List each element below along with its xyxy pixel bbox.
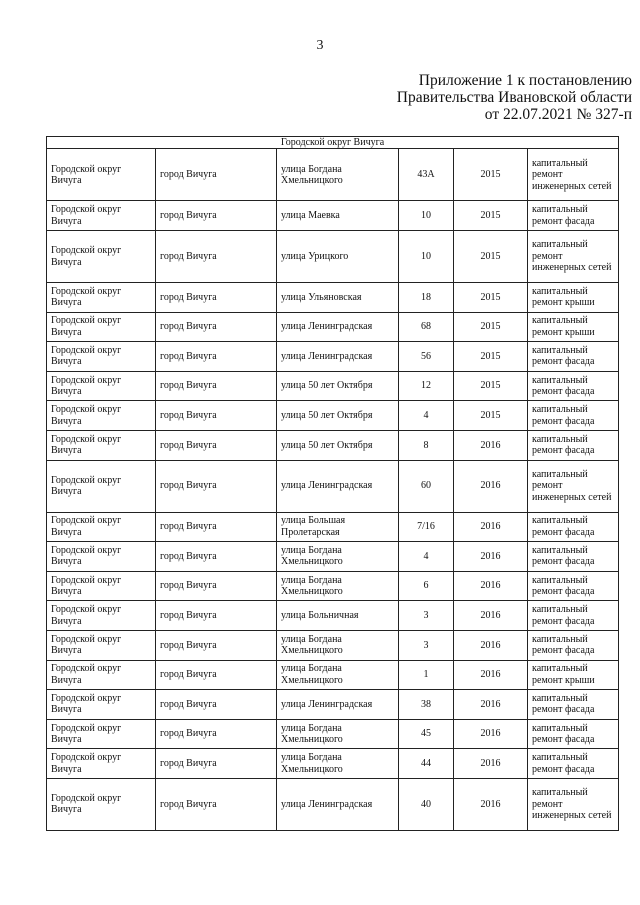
street-cell: улица Ленинградская — [277, 460, 399, 512]
street-cell: улица Богдана Хмельницкого — [277, 149, 399, 201]
district-cell: Городской округ Вичуга — [47, 401, 156, 431]
table-row — [47, 630, 619, 660]
district-cell: Городской округ Вичуга — [47, 201, 156, 231]
year-cell: 2016 — [454, 542, 528, 572]
city-cell: город Вичуга — [156, 342, 277, 372]
house-cell: 6 — [399, 571, 454, 601]
year-cell: 2015 — [454, 231, 528, 283]
city-cell: город Вичуга — [156, 460, 277, 512]
year-cell: 2015 — [454, 283, 528, 313]
table-row — [47, 430, 619, 460]
house-cell: 40 — [399, 778, 454, 830]
district-cell: Городской округ Вичуга — [47, 430, 156, 460]
house-cell: 68 — [399, 312, 454, 342]
city-cell: город Вичуга — [156, 571, 277, 601]
house-cell: 3 — [399, 630, 454, 660]
street-cell: улица Маевка — [277, 201, 399, 231]
district-cell: Городской округ Вичуга — [47, 342, 156, 372]
house-cell: 44 — [399, 749, 454, 779]
table-row — [47, 542, 619, 572]
repair-type-cell: капитальный ремонт фасада — [528, 690, 619, 720]
repair-type-cell: капитальный ремонт инженерных сетей — [528, 778, 619, 830]
street-cell: улица Богдана Хмельницкого — [277, 749, 399, 779]
city-cell: город Вичуга — [156, 690, 277, 720]
house-cell: 45 — [399, 719, 454, 749]
year-cell: 2016 — [454, 778, 528, 830]
year-cell: 2016 — [454, 719, 528, 749]
district-cell: Городской округ Вичуга — [47, 460, 156, 512]
city-cell: город Вичуга — [156, 430, 277, 460]
city-cell: город Вичуга — [156, 312, 277, 342]
repair-type-cell: капитальный ремонт фасада — [528, 542, 619, 572]
year-cell: 2016 — [454, 460, 528, 512]
street-cell: улица Ленинградская — [277, 312, 399, 342]
repair-type-cell: капитальный ремонт фасада — [528, 401, 619, 431]
year-cell: 2015 — [454, 342, 528, 372]
repair-type-cell: капитальный ремонт фасада — [528, 430, 619, 460]
repair-type-cell: капитальный ремонт инженерных сетей — [528, 231, 619, 283]
year-cell: 2015 — [454, 312, 528, 342]
house-cell: 56 — [399, 342, 454, 372]
house-cell: 43А — [399, 149, 454, 201]
year-cell: 2015 — [454, 371, 528, 401]
street-cell: улица Ленинградская — [277, 690, 399, 720]
repair-type-cell: капитальный ремонт фасада — [528, 749, 619, 779]
city-cell: город Вичуга — [156, 512, 277, 542]
header-line: Правительства Ивановской области — [396, 89, 632, 106]
house-cell: 4 — [399, 401, 454, 431]
repair-type-cell: капитальный ремонт крыши — [528, 660, 619, 690]
repair-type-cell: капитальный ремонт фасада — [528, 571, 619, 601]
street-cell: улица Богдана Хмельницкого — [277, 571, 399, 601]
year-cell: 2016 — [454, 630, 528, 660]
street-cell: улица Богдана Хмельницкого — [277, 719, 399, 749]
repair-type-cell: капитальный ремонт фасада — [528, 342, 619, 372]
district-cell: Городской округ Вичуга — [47, 719, 156, 749]
year-cell: 2016 — [454, 512, 528, 542]
district-cell: Городской округ Вичуга — [47, 283, 156, 313]
repair-type-cell: капитальный ремонт фасада — [528, 512, 619, 542]
city-cell: город Вичуга — [156, 719, 277, 749]
street-cell: улица Ленинградская — [277, 778, 399, 830]
table-row — [47, 601, 619, 631]
city-cell: город Вичуга — [156, 601, 277, 631]
district-cell: Городской округ Вичуга — [47, 660, 156, 690]
year-cell: 2016 — [454, 660, 528, 690]
appendix-header — [397, 72, 632, 123]
table-row — [47, 778, 619, 830]
district-cell: Городской округ Вичуга — [47, 542, 156, 572]
table-row — [47, 312, 619, 342]
repair-type-cell: капитальный ремонт крыши — [528, 283, 619, 313]
house-cell: 60 — [399, 460, 454, 512]
year-cell: 2016 — [454, 601, 528, 631]
table-row — [47, 342, 619, 372]
repair-type-cell: капитальный ремонт инженерных сетей — [528, 149, 619, 201]
street-cell: улица Богдана Хмельницкого — [277, 630, 399, 660]
city-cell: город Вичуга — [156, 401, 277, 431]
house-cell: 8 — [399, 430, 454, 460]
repair-type-cell: капитальный ремонт фасада — [528, 201, 619, 231]
district-cell: Городской округ Вичуга — [47, 231, 156, 283]
street-cell: улица Больничная — [277, 601, 399, 631]
table-row — [47, 660, 619, 690]
city-cell: город Вичуга — [156, 749, 277, 779]
year-cell: 2016 — [454, 571, 528, 601]
district-cell: Городской округ Вичуга — [47, 749, 156, 779]
district-cell: Городской округ Вичуга — [47, 778, 156, 830]
year-cell: 2015 — [454, 201, 528, 231]
district-cell: Городской округ Вичуга — [47, 601, 156, 631]
repair-type-cell: капитальный ремонт фасада — [528, 371, 619, 401]
year-cell: 2016 — [454, 690, 528, 720]
table-row — [47, 401, 619, 431]
table-row — [47, 231, 619, 283]
city-cell: город Вичуга — [156, 231, 277, 283]
year-cell: 2016 — [454, 749, 528, 779]
table-row — [47, 690, 619, 720]
city-cell: город Вичуга — [156, 283, 277, 313]
house-cell: 10 — [399, 201, 454, 231]
street-cell: улица Большая Пролетарская — [277, 512, 399, 542]
table-row — [47, 201, 619, 231]
city-cell: город Вичуга — [156, 630, 277, 660]
district-cell: Городской округ Вичуга — [47, 312, 156, 342]
table-row — [47, 749, 619, 779]
street-cell: улица Урицкого — [277, 231, 399, 283]
city-cell: город Вичуга — [156, 201, 277, 231]
table-row — [47, 512, 619, 542]
header-line: Приложение 1 к постановлению — [418, 72, 632, 89]
year-cell: 2015 — [454, 149, 528, 201]
table-row — [47, 571, 619, 601]
city-cell: город Вичуга — [156, 542, 277, 572]
table-row — [47, 283, 619, 313]
house-cell: 10 — [399, 231, 454, 283]
house-cell: 38 — [399, 690, 454, 720]
district-cell: Городской округ Вичуга — [47, 690, 156, 720]
table-row — [47, 719, 619, 749]
group-row — [47, 137, 619, 149]
page-number: 3 — [316, 38, 324, 53]
street-cell: улица Богдана Хмельницкого — [277, 542, 399, 572]
street-cell: улица 50 лет Октября — [277, 371, 399, 401]
repair-type-cell: капитальный ремонт инженерных сетей — [528, 460, 619, 512]
street-cell: улица 50 лет Октября — [277, 401, 399, 431]
house-cell: 12 — [399, 371, 454, 401]
street-cell: улица 50 лет Октября — [277, 430, 399, 460]
table-row — [47, 371, 619, 401]
district-cell: Городской округ Вичуга — [47, 630, 156, 660]
district-cell: Городской округ Вичуга — [47, 512, 156, 542]
house-cell: 7/16 — [399, 512, 454, 542]
header-line: от 22.07.2021 № 327-п — [484, 106, 632, 123]
city-cell: город Вичуга — [156, 149, 277, 201]
year-cell: 2016 — [454, 430, 528, 460]
table-row — [47, 149, 619, 201]
repair-type-cell: капитальный ремонт фасада — [528, 630, 619, 660]
house-cell: 4 — [399, 542, 454, 572]
house-cell: 3 — [399, 601, 454, 631]
city-cell: город Вичуга — [156, 660, 277, 690]
house-cell: 1 — [399, 660, 454, 690]
street-cell: улица Богдана Хмельницкого — [277, 660, 399, 690]
table-row — [47, 460, 619, 512]
repair-type-cell: капитальный ремонт крыши — [528, 312, 619, 342]
repair-table — [46, 136, 619, 831]
year-cell: 2015 — [454, 401, 528, 431]
district-cell: Городской округ Вичуга — [47, 149, 156, 201]
group-title: Городской округ Вичуга — [47, 137, 619, 149]
street-cell: улица Ульяновская — [277, 283, 399, 313]
city-cell: город Вичуга — [156, 778, 277, 830]
repair-type-cell: капитальный ремонт фасада — [528, 601, 619, 631]
city-cell: город Вичуга — [156, 371, 277, 401]
street-cell: улица Ленинградская — [277, 342, 399, 372]
repair-type-cell: капитальный ремонт фасада — [528, 719, 619, 749]
house-cell: 18 — [399, 283, 454, 313]
district-cell: Городской округ Вичуга — [47, 371, 156, 401]
district-cell: Городской округ Вичуга — [47, 571, 156, 601]
